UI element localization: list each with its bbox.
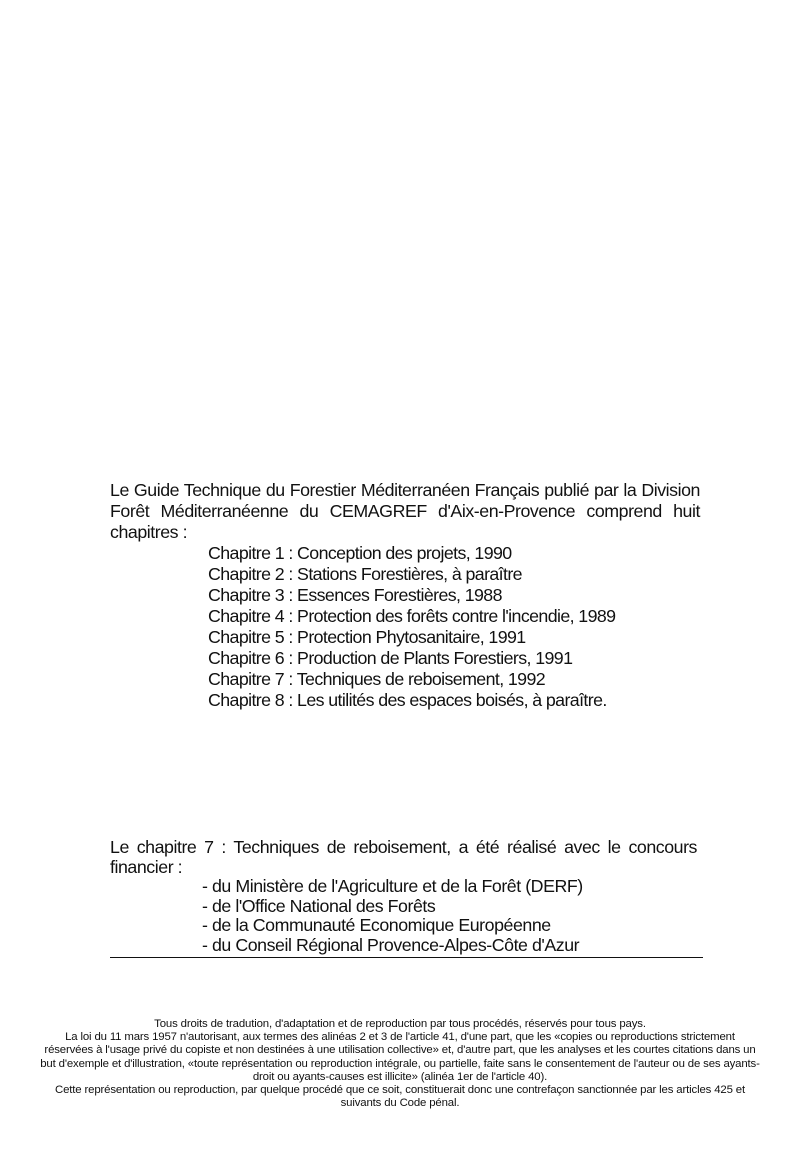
funder-item-4: - du Conseil Régional Provence-Alpes-Côte d'Azur (202, 934, 580, 955)
horizontal-divider (110, 957, 703, 958)
legal-counterfeit-warning: Cette représentation ou reproduction, par quelque procédé que ce soit, constituerait donc une contrefaçon sanctionnée par les articles 425 et suivants du Code pénal. (55, 1084, 745, 1110)
funding-section (110, 838, 697, 955)
chapter-item-1: Chapitre 1 : Conception des projets, 1990 (208, 543, 512, 563)
legal-notice (40, 1018, 760, 1110)
chapter-item-8: Chapitre 8 : Les utilités des espaces boisés, à paraître. (208, 690, 607, 710)
funder-item-1: - du Ministère de l'Agriculture et de la Forêt (DERF) (202, 876, 583, 896)
funder-item-2: - de l'Office National des Forêts (202, 895, 436, 916)
funding-intro-text: Le chapitre 7 : Techniques de reboisement, a été réalisé avec le concours financier : (110, 837, 697, 877)
chapter-item-4: Chapitre 4 : Protection des forêts contre l'incendie, 1989 (208, 606, 616, 626)
guide-intro-text: Le Guide Technique du Forestier Méditerranéen Français publié par la Division Forêt Méditerranéenne du CEMAGREF d'Aix-en-Provence comprend huit chapitres : (110, 480, 700, 542)
chapter-item-2: Chapitre 2 : Stations Forestières, à paraître (208, 564, 522, 584)
legal-law-citation: La loi du 11 mars 1957 n'autorisant, aux termes des alinéas 2 et 3 de l'article 41, d'une part, que les «copies ou reproductions strictement réservées à l'usage privé du copiste et non destinées à une utilisation collective» et, d'autre part, que les analyses et les courtes citations dans un but d'exemple et d'illustration, «toute représentation ou reproduction intégrale, ou partielle, faite sans le consentement de l'auteur ou de ses ayants-droit ou ayants-causes est illicite» (alinéa 1er de l'article 40). (40, 1031, 760, 1083)
funder-list (110, 877, 697, 955)
chapter-item-5: Chapitre 5 : Protection Phytosanitaire, 1991 (208, 627, 526, 647)
chapter-item-3: Chapitre 3 : Essences Forestières, 1988 (208, 585, 502, 605)
legal-rights-reserved: Tous droits de tradution, d'adaptation et de reproduction par tous procédés, réservés pour tous pays. (154, 1018, 646, 1030)
chapter-list (110, 543, 700, 711)
chapter-item-6: Chapitre 6 : Production de Plants Forestiers, 1991 (208, 648, 573, 668)
chapter-item-7: Chapitre 7 : Techniques de reboisement, 1992 (208, 669, 546, 689)
guide-intro-section (110, 480, 700, 711)
funder-item-3: - de la Communauté Economique Européenne (202, 915, 551, 935)
